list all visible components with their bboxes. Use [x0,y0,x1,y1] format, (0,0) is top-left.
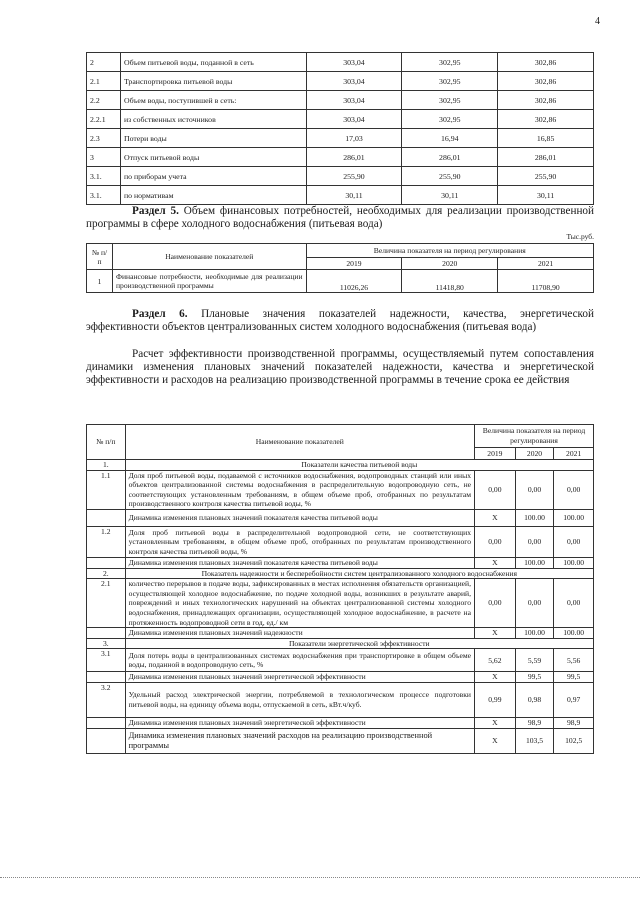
table-row [87,167,594,186]
t3-section1-num: 1. [87,460,126,471]
t3-d21-2021: 100.00 [554,628,594,639]
t3-d31-name: Динамика изменения плановых значений энергетической эффективности [125,672,474,683]
t1-cell-2019: 17,03 [306,129,402,148]
table-row [87,628,594,639]
t3-r11-2020: 0,00 [515,470,554,509]
t3-r21-2019: 0,00 [475,579,516,628]
footer-divider [0,877,640,878]
t1-cell-num: 2.1 [87,72,121,91]
t3-d12-name: Динамика изменения плановых значений показателя качества питьевой воды [125,557,474,568]
table-row [87,470,594,509]
t3-d12-2020: 100.00 [515,557,554,568]
table-row [87,526,594,557]
t1-cell-2020: 286,01 [402,148,498,167]
t1-cell-2020: 302,95 [402,53,498,72]
t3-d11-2019: X [475,509,516,526]
t1-cell-name: Объем воды, поступившей в сеть: [120,91,306,110]
t3-d32-name: Динамика изменения плановых значений энергетической эффективности [125,717,474,728]
t1-cell-2020: 302,95 [402,72,498,91]
t3-r11-2021: 0,00 [554,470,594,509]
t3-r12-2020: 0,00 [515,526,554,557]
t1-cell-2021: 302,86 [498,53,594,72]
t1-cell-num: 3.1. [87,167,121,186]
t3-r31-2020: 5,59 [515,649,554,672]
t3-r32-2021: 0,97 [554,682,594,717]
table-row [87,91,594,110]
t3-d31-2021: 99,5 [554,672,594,683]
t1-cell-2021: 286,01 [498,148,594,167]
t3-header-name: Наименование показателей [125,425,474,460]
section5-heading [86,205,594,231]
t1-cell-num: 2 [87,53,121,72]
t1-cell-2021: 302,86 [498,110,594,129]
water-volume-table [86,52,594,205]
section5-label: Раздел 5. [132,205,179,217]
t1-cell-num: 3.1. [87,186,121,205]
t3-d33-2019: X [475,728,516,753]
t3-r12-num: 1.2 [87,526,126,557]
t1-cell-2019: 255,90 [306,167,402,186]
t3-year-2020: 2020 [515,447,554,459]
t3-d33-name: Динамика изменения плановых значений расходов на реализацию производственной программы [125,728,474,753]
t1-cell-2019: 286,01 [306,148,402,167]
page-number: 4 [595,16,600,27]
t3-r21-2021: 0,00 [554,579,594,628]
section6-label: Раздел 6. [132,308,188,320]
t3-d11-name: Динамика изменения плановых значений показателя качества питьевой воды [125,509,474,526]
t1-cell-name: Транспортировка питьевой воды [120,72,306,91]
t1-cell-num: 2.2.1 [87,110,121,129]
t3-r11-name: Доля проб питьевой воды, подаваемой с источников водоснабжения, водопроводных станций или иных объектов централизованной системы водоснабжения в распределительную водопроводную сеть, не соответствующих установленным требованиям, в общем объеме проб, отобранных по результатам производственного контроля качества питьевой воды, % [125,470,474,509]
t1-cell-2021: 30,11 [498,186,594,205]
t1-cell-num: 2.3 [87,129,121,148]
t3-header-value: Величина показателя на период регулирования [475,425,594,448]
t1-cell-name: из собственных источников [120,110,306,129]
t3-d12-2019: X [475,557,516,568]
t3-r12-2019: 0,00 [475,526,516,557]
t2-row-num: 1 [87,270,113,293]
t3-r21-2020: 0,00 [515,579,554,628]
t3-section2-title: Показатель надежности и бесперебойности систем централизованного холодного водоснабжения [125,568,593,579]
table-row [87,557,594,568]
t3-r31-num: 3.1 [87,649,126,672]
t3-d11-2020: 100.00 [515,509,554,526]
t3-r32-2019: 0,99 [475,682,516,717]
t1-cell-2020: 302,95 [402,110,498,129]
t3-d21-2019: X [475,628,516,639]
t2-header-num: № п/п [87,244,113,270]
t1-cell-name: Отпуск питьевой воды [120,148,306,167]
t3-r21-name: количество перерывов в подаче воды, зафиксированных в местах исполнения обязательств организацией, осуществляющей холодное водоснабжение, по подаче холодной воды, возникших в результате аварий, повреждений и иных технологических нарушений на объектах централизованной системы холодного водоснабжения, принадлежащих организации, осуществляющей холодное водоснабжение, в расчете на протяженность водопроводной сети в год, ед./ км [125,579,474,628]
t2-header-name: Наименование показателей [112,244,306,270]
table-row [87,682,594,717]
t3-header-num: № п/п [87,425,126,460]
t3-year-2021: 2021 [554,447,594,459]
t3-section1-title: Показатели качества питьевой воды [125,460,593,471]
table-row [87,53,594,72]
table-row [87,728,594,753]
t1-cell-2020: 16,94 [402,129,498,148]
t1-cell-2020: 255,90 [402,167,498,186]
t2-year-2019: 2019 [306,258,402,270]
t3-d32-2019: X [475,717,516,728]
t1-cell-num: 2.2 [87,91,121,110]
t3-d31-2019: X [475,672,516,683]
t1-cell-2019: 30,11 [306,186,402,205]
t2-value-2021: 11708,90 [498,270,594,293]
t1-cell-2019: 303,04 [306,91,402,110]
t2-year-2021: 2021 [498,258,594,270]
t3-d12-2021: 100.00 [554,557,594,568]
t1-cell-name: Потери воды [120,129,306,148]
t1-cell-2019: 303,04 [306,110,402,129]
section6-paragraph: Расчет эффективности производственной программы, осуществляемый путем сопоставления динамики изменения плановых значений показателей надежности, качества и энергетической эффективности и расходов на реализацию производственной программы в течение срока ее действия [86,348,594,386]
table-row [87,148,594,167]
t2-value-2019: 11026,26 [306,270,402,293]
t1-cell-name: Объем питьевой воды, поданной в сеть [120,53,306,72]
financial-needs-table [86,243,594,293]
t3-r11-num: 1.1 [87,470,126,509]
t1-cell-name: по приборам учета [120,167,306,186]
t1-cell-2020: 302,95 [402,91,498,110]
table-row [87,72,594,91]
table-row [87,186,594,205]
t1-cell-num: 3 [87,148,121,167]
table-row [87,129,594,148]
t3-r12-2021: 0,00 [554,526,594,557]
section6-heading [86,308,594,334]
t3-r32-name: Удельный расход электрической энергии, потребляемой в технологическом процессе подготовки питьевой воды, на единицу объема воды, отпускаемой в сеть, кВт.ч/куб. [125,682,474,717]
t1-cell-2021: 255,90 [498,167,594,186]
t2-value-2020: 11418,80 [402,270,498,293]
table-row [87,717,594,728]
t3-r12-name: Доля проб питьевой воды в распределительной водопроводной сети, не соответствующих установленным требованиям, в общем объеме проб, отобранных по результатам производственного контроля качества питьевой воды, % [125,526,474,557]
t1-cell-2021: 16,85 [498,129,594,148]
table-row [87,509,594,526]
t1-cell-2019: 303,04 [306,53,402,72]
section5-text: Объем финансовых потребностей, необходимых для реализации производственной программы в сфере холодного водоснабжения (питьевая вода) [86,205,595,230]
unit-label: Тыс.руб. [566,232,594,241]
table-row [87,579,594,628]
t3-d33-2021: 102,5 [554,728,594,753]
t3-d32-2021: 98,9 [554,717,594,728]
t3-section3-title: Показатели энергетической эффективности [125,638,593,649]
t3-year-2019: 2019 [475,447,516,459]
indicators-table [86,424,594,754]
t1-cell-2019: 303,04 [306,72,402,91]
t3-section3-num: 3. [87,638,126,649]
t3-r11-2019: 0,00 [475,470,516,509]
t3-r31-2019: 5,62 [475,649,516,672]
t3-d32-2020: 98,9 [515,717,554,728]
t3-d21-2020: 100.00 [515,628,554,639]
t3-d33-2020: 103,5 [515,728,554,753]
t3-section2-num: 2. [87,568,126,579]
table-row [87,649,594,672]
t1-cell-2021: 302,86 [498,91,594,110]
t2-year-2020: 2020 [402,258,498,270]
t3-r21-num: 2.1 [87,579,126,628]
t3-d11-2021: 100.00 [554,509,594,526]
t3-d31-2020: 99,5 [515,672,554,683]
t3-r31-2021: 5,56 [554,649,594,672]
t3-d21-name: Динамика изменения плановых значений надежности [125,628,474,639]
t1-cell-name: по нормативам [120,186,306,205]
table-row [87,672,594,683]
t1-cell-2020: 30,11 [402,186,498,205]
t2-header-value: Величина показателя на период регулирования [306,244,593,258]
t3-r32-2020: 0,98 [515,682,554,717]
t2-row-name: Финансовые потребности, необходимые для реализации производственной программы [112,270,306,293]
t3-r31-name: Доля потерь воды в централизованных системах водоснабжения при транспортировке в общем объеме воды, поданной в водопроводную сеть, % [125,649,474,672]
section6-text: Плановые значения показателей надежности, качества, энергетической эффективности объектов централизованных систем холодного водоснабжения (питьевая вода) [86,308,594,333]
t1-cell-2021: 302,86 [498,72,594,91]
table-row [87,110,594,129]
t3-r32-num: 3.2 [87,682,126,717]
